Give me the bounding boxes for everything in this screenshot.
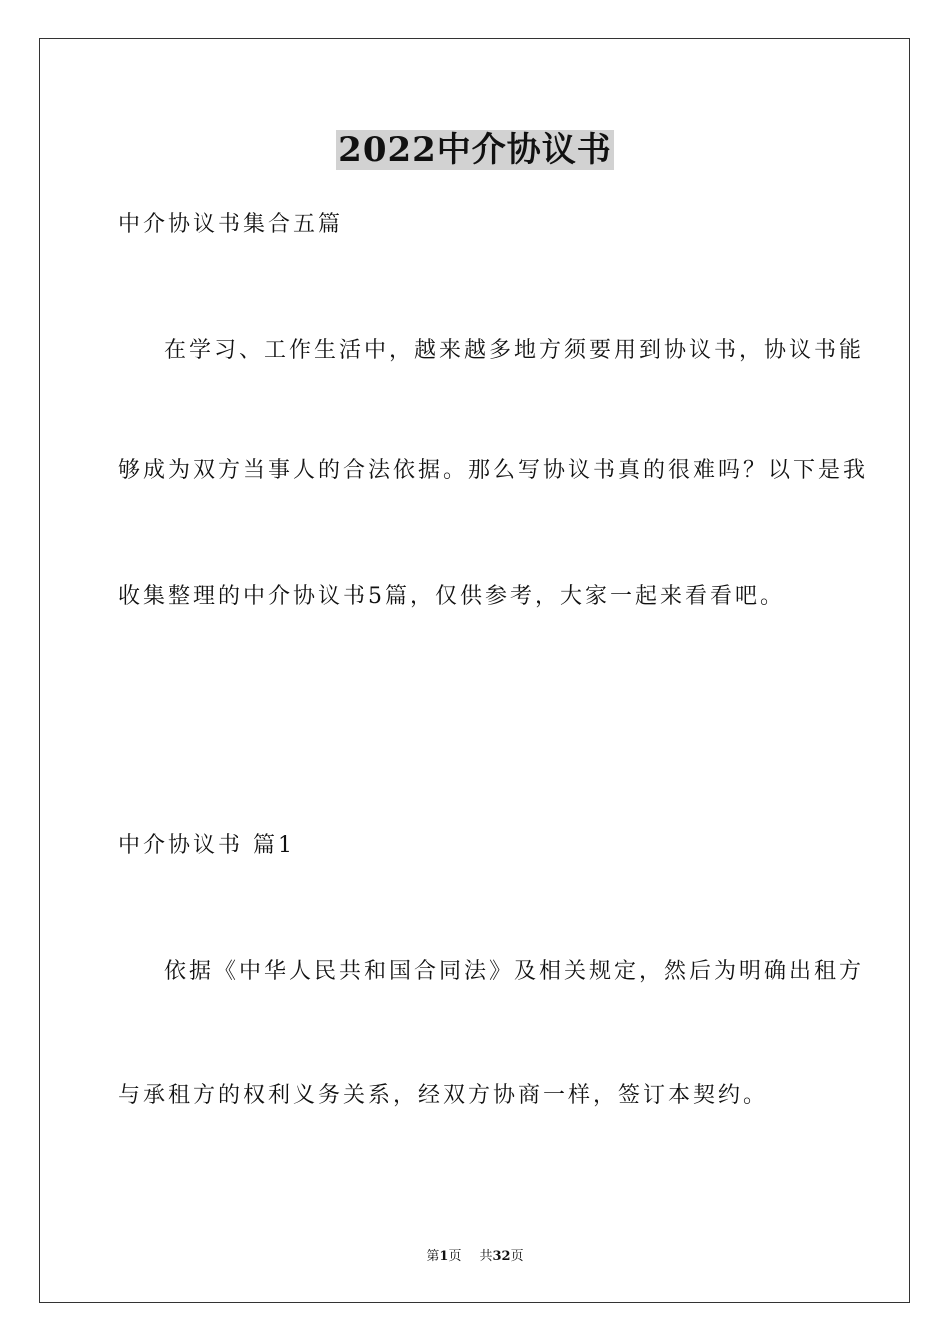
document-title	[0, 128, 950, 172]
section-line-1: 依据《中华人民共和国合同法》及相关规定，然后为明确出租方	[164, 959, 865, 984]
page-footer	[0, 1248, 950, 1266]
footer-total-pages: 32	[492, 1249, 511, 1264]
footer-page-prefix: 第	[426, 1249, 440, 1264]
intro-line-3: 收集整理的中介协议书5篇，仅供参考，大家一起来看看吧。	[118, 584, 785, 609]
document-title-text: 2022中介协议书	[338, 130, 612, 170]
document-subtitle: 中介协议书集合五篇	[118, 212, 344, 237]
footer-page-suffix: 页	[448, 1249, 462, 1264]
footer-total-suffix: 页	[510, 1249, 524, 1264]
footer-page-number: 1	[439, 1249, 449, 1264]
section-heading: 中介协议书 篇1	[118, 833, 295, 858]
section-line-2: 与承租方的权利义务关系，经双方协商一样，签订本契约。	[118, 1083, 769, 1108]
footer-total-prefix: 共	[479, 1249, 493, 1264]
intro-line-2: 够成为双方当事人的合法依据。那么写协议书真的很难吗？以下是我	[118, 458, 869, 483]
intro-line-1: 在学习、工作生活中，越来越多地方须要用到协议书，协议书能	[164, 338, 865, 363]
